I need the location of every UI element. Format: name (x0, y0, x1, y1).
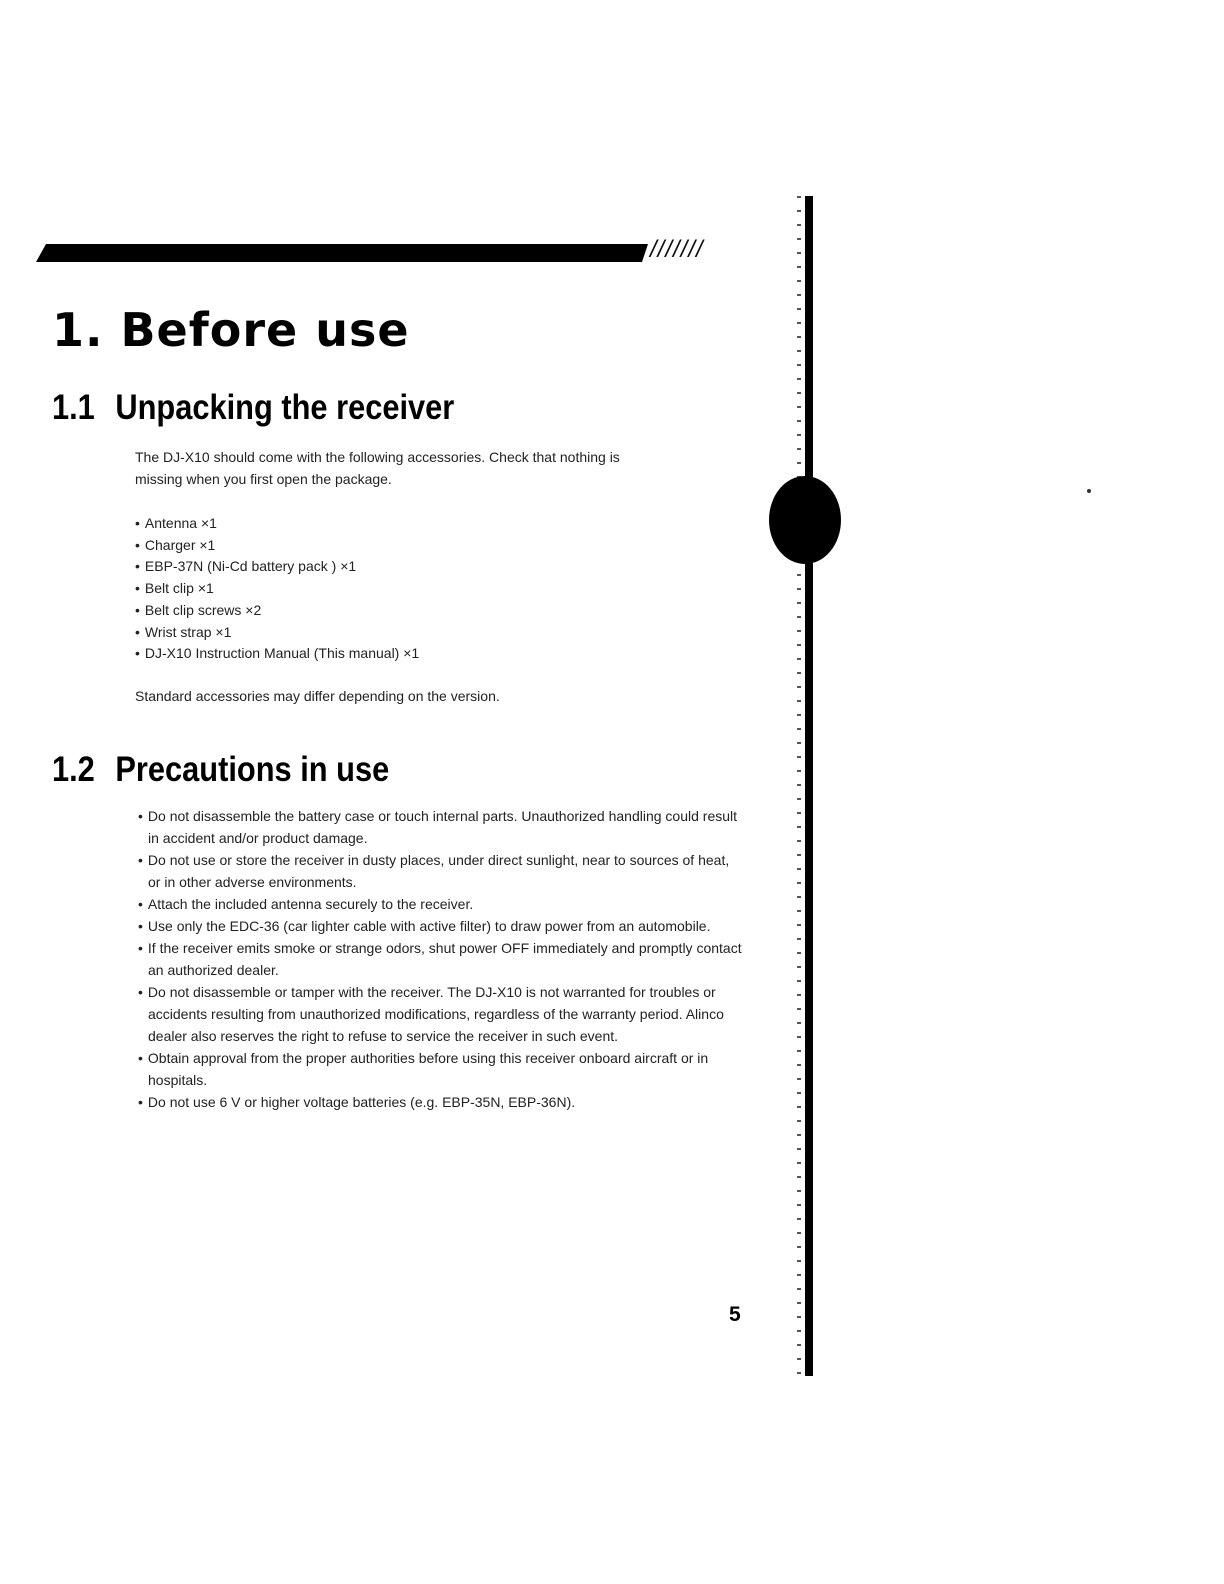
list-item: • Belt clip screws ×2 (135, 600, 419, 622)
list-item: • Do not disassemble the battery case or touch internal parts. Unauthorized handling could result in accident and/or product damage. (138, 805, 743, 849)
section-title: Precautions in use (115, 750, 390, 789)
header-rule-bar (36, 244, 648, 262)
list-item: • Use only the EDC-36 (car lighter cable with active filter) to draw power from an automobile. (138, 915, 743, 937)
accessory-list (135, 513, 419, 665)
intro-line: missing when you first open the package. (135, 471, 392, 487)
binding-edge-marks (797, 196, 801, 1376)
list-item: • DJ-X10 Instruction Manual (This manual) ×1 (135, 643, 419, 665)
list-item: • Belt clip ×1 (135, 578, 419, 600)
list-item: • Do not use or store the receiver in dusty places, under direct sunlight, near to sources of heat, or in other adverse environments. (138, 849, 743, 893)
page-number: 5 (729, 1303, 741, 1326)
list-item: • Wrist strap ×1 (135, 622, 419, 644)
list-item: • EBP-37N (Ni-Cd battery pack ) ×1 (135, 556, 419, 578)
list-item: • Charger ×1 (135, 535, 419, 557)
precautions-list (138, 805, 743, 1113)
chapter-title: 1. Before use (52, 303, 410, 357)
list-item: • Do not use 6 V or higher voltage batteries (e.g. EBP-35N, EBP-36N). (138, 1091, 743, 1113)
list-item: • Do not disassemble or tamper with the receiver. The DJ-X10 is not warranted for troubles or accidents resulting from unauthorized modifications, regardless of the warranty period. Alinco dealer also reserves the right to refuse to service the receiver in such event. (138, 981, 743, 1047)
section-heading-precautions (52, 750, 389, 790)
section-number: 1.2 (52, 750, 95, 789)
list-item: • Antenna ×1 (135, 513, 419, 535)
section-heading-unpacking (52, 388, 454, 428)
section-title: Unpacking the receiver (115, 388, 455, 427)
accessories-note: Standard accessories may differ depending on the version. (135, 688, 500, 704)
list-item: • Obtain approval from the proper authorities before using this receiver onboard aircraft or in hospitals. (138, 1047, 743, 1091)
list-item: • Attach the included antenna securely to the receiver. (138, 893, 743, 915)
list-item: • If the receiver emits smoke or strange odors, shut power OFF immediately and promptly contact an authorized dealer. (138, 937, 743, 981)
chapter-tab-marker (769, 476, 841, 564)
binding-edge-line (805, 196, 813, 1376)
intro-line: The DJ-X10 should come with the following accessories. Check that nothing is (135, 449, 620, 465)
header-hatch-marks: /////// (650, 236, 704, 263)
unpacking-intro (135, 446, 735, 490)
section-number: 1.1 (52, 388, 95, 427)
scan-speck (1087, 489, 1091, 493)
